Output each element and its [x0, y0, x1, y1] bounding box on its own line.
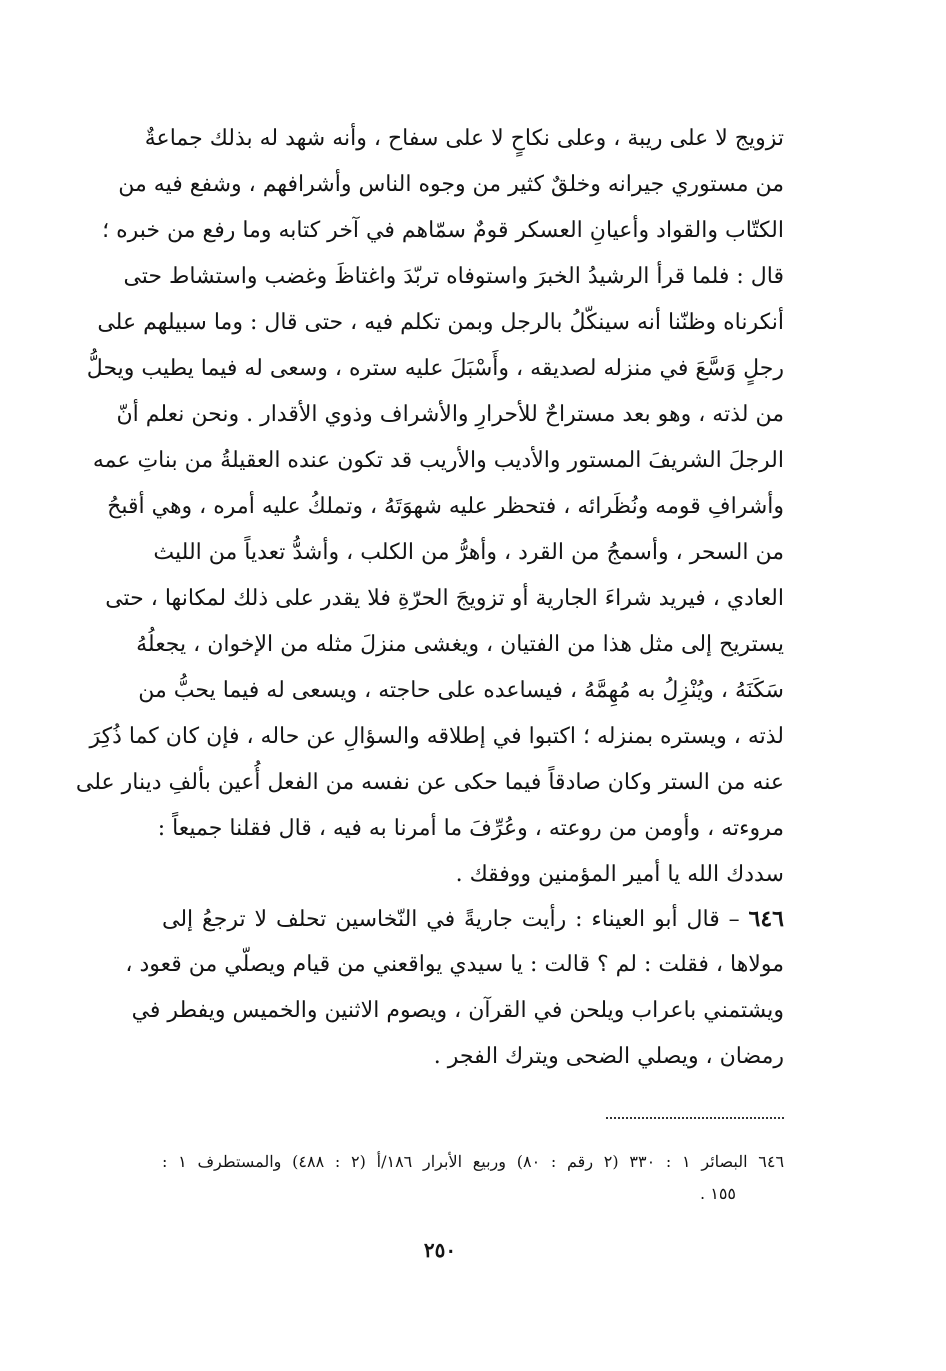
paragraph-line: سَكَنَهُ ، ويُنْزِلُ به مُهِمَّهُ ، فيساعده على حاجته ، ويسعى له فيما يحبُّ من [138, 678, 784, 703]
paragraph-line: وأشرافِ قومه ونُظَرائه ، فتحظر عليه شهوَتَهُ ، وتملكُ عليه أمره ، وهي أقبحُ [107, 494, 784, 519]
footnote-divider [606, 1117, 784, 1119]
entry-646 [125, 896, 784, 1080]
main-paragraph [75, 116, 784, 898]
footnote [162, 1146, 784, 1210]
footnote-line: ١٥٥ . [700, 1184, 736, 1203]
paragraph-line: يستريح إلى مثل هذا من الفتيان ، ويغشى منزلَ مثله من الإخوان ، يجعلُهُ [136, 632, 784, 657]
paragraph-line: الكتّاب والقواد وأعيانِ العسكر قومٌ سمّاهم في آخر كتابه وما رفع من خبره ؛ [102, 218, 784, 243]
paragraph-line: من السحر ، وأسمجُ من القرد ، وأهرُّ من الكلب ، وأشدُّ تعدياً من الليث [153, 540, 784, 565]
entry-line: مولاها ، فقلت : لم ؟ قالت : يا سيدي يواقعني من قيام ويصلّي من قعود ، [125, 952, 784, 977]
entry-number: ٦٤٦ [748, 906, 784, 932]
entry-line: رمضان ، ويصلي الضحى ويترك الفجر . [433, 1044, 784, 1069]
paragraph-line: من مستوري جيرانه وخلقٌ كثير من وجوه الناس وأشرافهم ، وشفع فيه من [118, 172, 784, 197]
paragraph-line: سددك الله يا أمير المؤمنين ووفقك . [455, 862, 784, 887]
paragraph-line: لذته ، ويستره بمنزله ؛ اكتبوا في إطلاقه والسؤالِ عن حاله ، فإن كان كما ذُكِرَ [89, 724, 784, 749]
paragraph-line: عنه من الستر وكان صادقاً فيما حكى عن نفسه من الفعل أُعين بألفِ دينار على [75, 770, 784, 795]
entry-first-line [162, 896, 784, 942]
entry-line-text: – قال أبو العيناء : رأيت جاريةً في النّخاسين تحلف لا ترجعُ إلى [162, 907, 749, 932]
paragraph-line: رجلٍ وَسَّعَ في منزله لصديقه ، وأَسْبَلَ عليه ستره ، وسعى له فيما يطيب ويحلُّ [86, 356, 784, 381]
footnote-line: ٦٤٦ البصائر ١ : ٣٣٠ (٢ رقم : ٨٠) وربيع الأبرار ١٨٦/أ (٢ : ٤٨٨) والمستطرف ١ : [162, 1152, 785, 1171]
entry-line: ويشتمني باعراب ويلحن في القرآن ، ويصوم الاثنين والخميس ويفطر في [131, 998, 784, 1023]
paragraph-line: تزويج لا على ريبة ، وعلى نكاحٍ لا على سفاح ، وأنه شهد له بذلك جماعةٌ [144, 126, 784, 151]
paragraph-line: أنكرناه وظنّنا أنه سينكّلُ بالرجل وبمن تكلم فيه ، حتى قال : وما سبيلهم على [97, 310, 784, 335]
paragraph-line: العادي ، فيريد شراءَ الجارية أو تزويجَ الحرّةِ فلا يقدر على ذلك لمكانها ، حتى [105, 586, 784, 611]
paragraph-line: من لذته ، وهو بعد مستراحٌ للأحرارِ والأشراف وذوي الأقدار . ونحن نعلم أنّ [116, 402, 784, 427]
paragraph-line: قال : فلما قرأ الرشيدُ الخبرَ واستوفاه تربّدَ واغتاظَ وغضب واستشاط حتى [123, 264, 784, 289]
paragraph-line: مروءته ، وأومن من روعته ، وعُرِّفَ ما أمرنا به فيه ، قال فقلنا جميعاً : [157, 816, 784, 841]
paragraph-line: الرجلَ الشريفَ المستور والأديب والأريب قد تكون عنده العقيلةُ من بناتِ عمه [92, 448, 784, 473]
page-number: ٢٥٠ [423, 1238, 457, 1262]
